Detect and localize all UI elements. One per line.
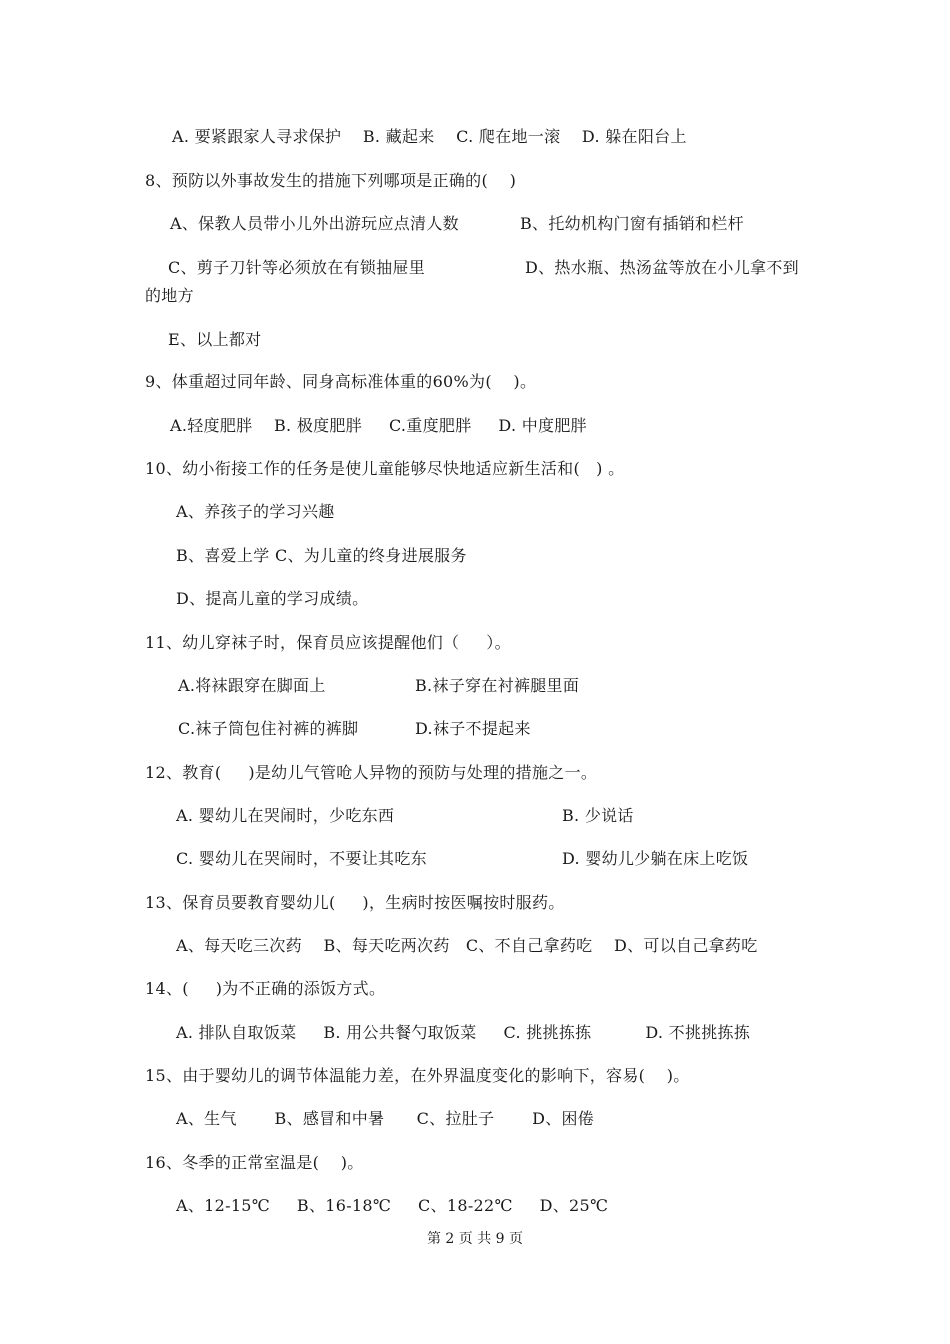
q12-option-c: C. 婴幼儿在哭闹时，不要让其吃东 bbox=[176, 849, 427, 868]
q15-options: A、生气 B、感冒和中暑 C、拉肚子 D、困倦 bbox=[176, 1109, 595, 1128]
q13-stem: 13、保育员要教育婴幼儿( )，生病时按医嘱按时服药。 bbox=[145, 893, 565, 912]
q12-stem: 12、教育( )是幼儿气管呛人异物的预防与处理的措施之一。 bbox=[145, 763, 598, 782]
q12-option-a: A. 婴幼儿在哭闹时，少吃东西 bbox=[176, 806, 395, 825]
q14-options: A. 排队自取饭菜 B. 用公共餐勺取饭菜 C. 挑挑拣拣 D. 不挑挑拣拣 bbox=[176, 1023, 751, 1042]
q8-option-c: C、剪子刀针等必须放在有锁抽屉里 bbox=[168, 258, 426, 277]
q9-options: A.轻度肥胖 B. 极度肥胖 C.重度肥胖 D. 中度肥胖 bbox=[170, 416, 587, 435]
q10-option-a: A、养孩子的学习兴趣 bbox=[176, 502, 335, 521]
q7-options: A. 要紧跟家人寻求保护 B. 藏起来 C. 爬在地一滚 D. 躲在阳台上 bbox=[172, 127, 687, 146]
q10-option-bc: B、喜爱上学 C、为儿童的终身进展服务 bbox=[176, 546, 467, 565]
q16-options: A、12-15℃ B、16-18℃ C、18-22℃ D、25℃ bbox=[176, 1196, 609, 1215]
q15-stem: 15、由于婴幼儿的调节体温能力差，在外界温度变化的影响下，容易( )。 bbox=[145, 1066, 690, 1085]
q8-option-a: A、保教人员带小儿外出游玩应点清人数 bbox=[170, 214, 459, 233]
q8-option-b: B、托幼机构门窗有插销和栏杆 bbox=[520, 214, 744, 233]
q11-option-d: D.袜子不提起来 bbox=[415, 719, 531, 738]
q8-option-d-continued: 的地方 bbox=[145, 286, 194, 305]
q16-stem: 16、冬季的正常室温是( )。 bbox=[145, 1153, 364, 1172]
q11-option-b: B.袜子穿在衬裤腿里面 bbox=[415, 676, 580, 695]
q12-option-d: D. 婴幼儿少躺在床上吃饭 bbox=[562, 849, 749, 868]
q8-option-e: E、以上都对 bbox=[168, 330, 262, 349]
q13-options: A、每天吃三次药 B、每天吃两次药 C、不自己拿药吃 D、可以自己拿药吃 bbox=[176, 936, 758, 955]
q11-option-c: C.袜子筒包住衬裤的裤脚 bbox=[178, 719, 359, 738]
q14-stem: 14、( )为不正确的添饭方式。 bbox=[145, 979, 386, 998]
q10-stem: 10、幼小衔接工作的任务是使儿童能够尽快地适应新生活和( ) 。 bbox=[145, 459, 625, 478]
page-number-footer: 第 2 页 共 9 页 bbox=[426, 1231, 524, 1247]
q9-stem: 9、体重超过同年龄、同身高标准体重的60%为( )。 bbox=[145, 372, 537, 391]
q8-stem: 8、预防以外事故发生的措施下列哪项是正确的( ) bbox=[145, 171, 517, 190]
q11-option-a: A.将袜跟穿在脚面上 bbox=[178, 676, 326, 695]
q8-option-d: D、热水瓶、热汤盆等放在小儿拿不到 bbox=[525, 258, 799, 277]
q10-option-d: D、提高儿童的学习成绩。 bbox=[176, 589, 369, 608]
q12-option-b: B. 少说话 bbox=[562, 806, 634, 825]
q11-stem: 11、幼儿穿袜子时，保育员应该提醒他们（ ）。 bbox=[145, 633, 511, 652]
